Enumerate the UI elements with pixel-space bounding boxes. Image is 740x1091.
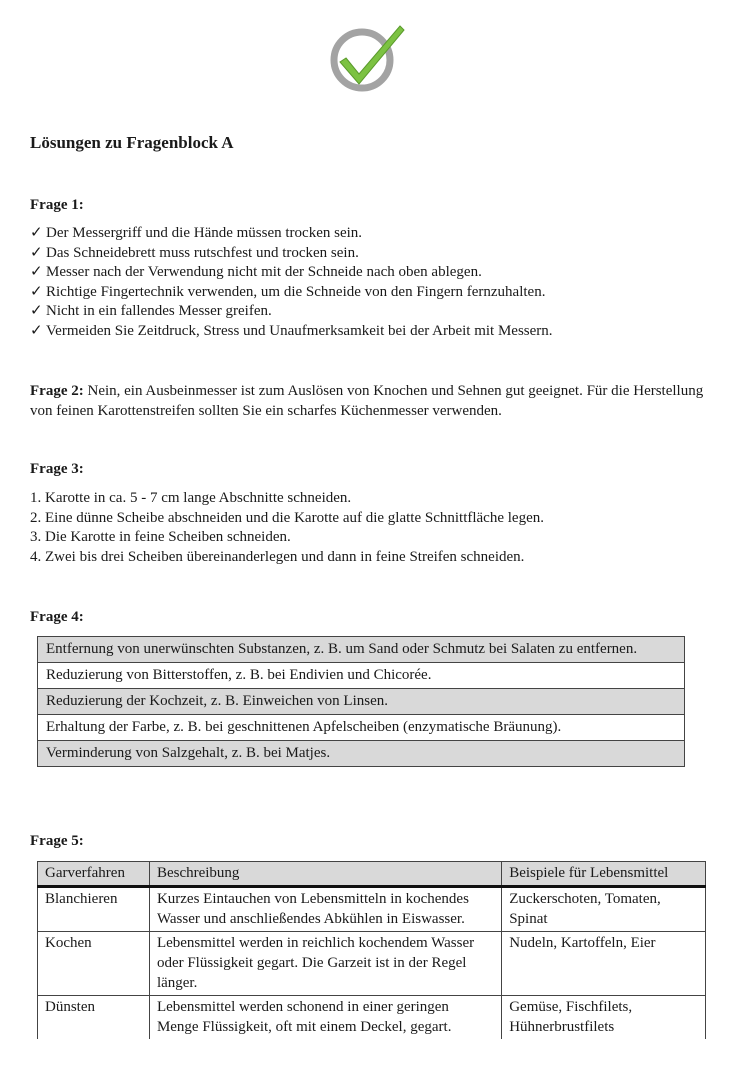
checklist-item: ✓ Nicht in ein fallendes Messer greifen.	[30, 302, 553, 322]
list-item: 3. Die Karotte in feine Scheiben schneiden.	[30, 529, 291, 546]
check-icon: ✓	[30, 225, 43, 241]
checklist-item: ✓ Vermeiden Sie Zeitdruck, Stress und Unaufmerksamkeit bei der Arbeit mit Messern.	[30, 322, 553, 342]
column-header: Garverfahren	[38, 862, 150, 887]
check-icon: ✓	[30, 264, 43, 281]
table-row: Erhaltung der Farbe, z. B. bei geschnittenen Apfelscheiben (enzymatische Bräunung).	[38, 715, 685, 741]
frage4-table	[37, 636, 685, 767]
table-row: Entfernung von unerwünschten Substanzen, z. B. um Sand oder Schmutz bei Salaten zu entfernen.	[38, 637, 685, 663]
page-title: Lösungen zu Fragenblock A	[30, 133, 234, 152]
list-item: 2. Eine dünne Scheibe abschneiden und die Karotte auf die glatte Schnittfläche legen.	[30, 509, 544, 526]
check-icon: ✓	[30, 322, 43, 339]
checklist-item: ✓ Richtige Fingertechnik verwenden, um die Schneide von den Fingern fernzuhalten.	[30, 283, 553, 303]
checkmark-logo-icon	[326, 14, 410, 94]
table-row: Reduzierung von Bitterstoffen, z. B. bei Endivien und Chicorée.	[38, 663, 685, 689]
check-icon: ✓	[30, 244, 43, 261]
list-item: 4. Zwei bis drei Scheiben übereinanderlegen und dann in feine Streifen schneiden.	[30, 548, 525, 565]
frage2-paragraph	[30, 382, 710, 421]
frage3-steps	[30, 489, 544, 567]
table-header-row	[38, 862, 706, 887]
frage5-table	[37, 861, 706, 1039]
checklist-item: ✓ Messer nach der Verwendung nicht mit der Schneide nach oben ablegen.	[30, 263, 553, 283]
frage1-checklist	[30, 224, 553, 342]
frage4-heading: Frage 4:	[30, 609, 84, 625]
checklist-item: ✓ Das Schneidebrett muss rutschfest und trocken sein.	[30, 244, 553, 264]
table-row: Kochen Lebensmittel werden in reichlich kochendem Wasser oder Flüssigkeit gegart. Die Garzeit ist in der Regel länger. Nudeln, Kartoffeln, Eier	[38, 932, 706, 996]
table-row: Blanchieren Kurzes Eintauchen von Lebensmitteln in kochendes Wasser und anschließendes Abkühlen in Eiswasser. Zuckerschoten, Tomaten, Spinat	[38, 887, 706, 932]
frage2-heading: Frage 2:	[30, 383, 84, 399]
list-item: 1. Karotte in ca. 5 - 7 cm lange Abschnitte schneiden.	[30, 490, 352, 506]
frage3-heading: Frage 3:	[30, 461, 84, 477]
table-row: Reduzierung der Kochzeit, z. B. Einweichen von Linsen.	[38, 689, 685, 715]
frage2-text: Nein, ein Ausbeinmesser ist zum Auslösen von Knochen und Sehnen gut geeignet. Für die Herstellung von feinen Karottenstreifen sollten Sie ein scharfes Küchenmesser verwenden.	[30, 383, 704, 419]
checklist-item: ✓ Der Messergriff und die Hände müssen trocken sein.	[30, 224, 553, 244]
column-header: Beschreibung	[149, 862, 501, 887]
check-icon: ✓	[30, 283, 43, 300]
column-header: Beispiele für Lebensmittel	[502, 862, 706, 887]
frage1-heading: Frage 1:	[30, 197, 84, 213]
frage5-heading: Frage 5:	[30, 833, 84, 849]
table-row: Dünsten Lebensmittel werden schonend in einer geringen Menge Flüssigkeit, oft mit einem Deckel, gegart. Gemüse, Fischfilets, Hühnerbrustfilets	[38, 996, 706, 1040]
check-icon: ✓	[30, 303, 43, 320]
table-row: Verminderung von Salzgehalt, z. B. bei Matjes.	[38, 741, 685, 767]
